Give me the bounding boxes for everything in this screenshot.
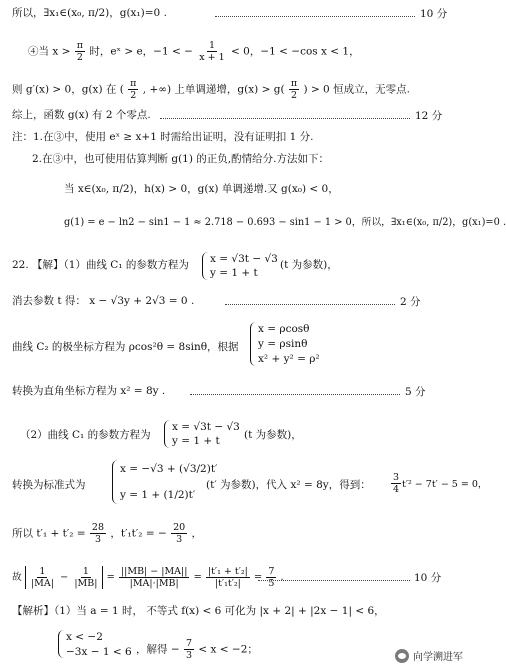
fraction (197, 40, 226, 63)
fraction (289, 78, 299, 101)
text-line: 综上，函数 g(x) 有 2 个零点. (12, 109, 151, 121)
equation-line: y = ρsinθ (258, 338, 308, 350)
fraction (72, 566, 99, 589)
text-line (12, 78, 410, 101)
equation-line: x = √3t − √3 (210, 253, 278, 265)
text-line: 【解析】（1）当 a = 1 时， 不等式 f(x) < 6 可化为 |x + 2| + |2x − 1| < 6， (12, 605, 385, 617)
fraction (171, 522, 187, 545)
watermark-text: 向学溯进军 (413, 652, 463, 663)
text-line: g(1) = e − ln2 − sin1 − 1 ≈ 2.718 − 0.693 − sin1 − 1 > 0，所以，∃x₁∈(x₀, π/2)，g(x₁)=0 . (64, 217, 506, 228)
numerator: π (130, 78, 137, 89)
numerator: |t′₁ + t′₂| (207, 566, 248, 577)
line-text: 所以 t′₁ + t′₂ = (12, 527, 89, 540)
text-line: （2）曲线 C₁ 的参数方程为 (20, 429, 151, 441)
numerator: π (76, 40, 83, 51)
numerator: 28 (91, 522, 105, 533)
text-line (390, 472, 402, 495)
denominator: 3 (176, 534, 183, 545)
line-text: 故 (12, 572, 22, 583)
fraction (75, 40, 85, 63)
denominator: 2 (76, 52, 83, 63)
text-line: (t 为参数)， (280, 259, 338, 271)
score-label: 2 分 (400, 296, 421, 308)
denominator: 3 (94, 534, 101, 545)
numerator: ||MB| − |MA|| (120, 566, 188, 577)
line-text: = (106, 572, 118, 583)
line-text: 22. 【解】（1）曲线 C₁ 的参数方程为 (12, 259, 189, 271)
text-line: (t′ 为参数)，代入 x² = 8y，得到： (206, 479, 371, 491)
denominator: x + 1 (199, 52, 225, 63)
text-line (12, 258, 189, 272)
text-line (12, 6, 167, 20)
denominator: 4 (393, 484, 400, 495)
numerator: π (290, 78, 298, 89)
numerator: 7 (268, 566, 275, 577)
text-line: 曲线 C₂ 的极坐标方程为 ρcos²θ = 8sinθ，根据 (12, 341, 239, 353)
watermark (395, 648, 463, 663)
line-text: ，解得 − (136, 643, 183, 656)
denominator: 2 (290, 90, 298, 101)
score-label: 12 分 (415, 110, 443, 122)
text-line: 当 x∈(x₀, π/2)，h(x) > 0，g(x) 单调递增.又 g(x₀) < 0， (64, 183, 339, 195)
text-line: 转换为标准式为 (12, 479, 86, 491)
system-brace (202, 252, 209, 280)
system-brace (112, 460, 119, 504)
score-label: 5 分 (405, 386, 426, 398)
denominator: |MA|·|MB| (129, 578, 179, 589)
denominator: 5 (268, 578, 275, 589)
denominator: |t′₁t′₂| (214, 578, 241, 589)
fraction (184, 638, 194, 661)
line-text: = (193, 572, 205, 583)
fraction (119, 566, 190, 589)
dot-leader (225, 304, 395, 305)
equation-line: −3x − 1 < 6 (66, 646, 132, 658)
line-text: 则 g′(x) > 0，g(x) 在 ( (12, 83, 124, 96)
denominator: 2 (130, 90, 137, 101)
dot-leader (190, 394, 400, 395)
denominator: |MA| (30, 578, 54, 589)
score-label: 10 分 (420, 8, 448, 20)
line-text: < x < −2； (198, 643, 258, 656)
fraction (90, 522, 106, 545)
system-brace (58, 630, 65, 658)
numerator: 7 (185, 638, 193, 649)
equation-line: x < −2 (66, 631, 103, 643)
fraction (206, 566, 250, 589)
equation-line: x² + y² = ρ² (258, 353, 320, 365)
numerator: 1 (39, 566, 46, 577)
equation-line: y = 1 + (1/2)t′ (120, 489, 196, 501)
dot-leader (258, 580, 410, 581)
numerator: 3 (393, 472, 400, 483)
numerator: 20 (173, 522, 186, 533)
numerator: 1 (82, 566, 89, 577)
dot-leader (160, 118, 410, 119)
equation-line: x = ρcosθ (258, 323, 310, 335)
line-text: ④当 x > (28, 45, 74, 58)
fraction (391, 472, 401, 495)
fraction (128, 78, 138, 101)
line-text: ，t′₁t′₂ = − (110, 527, 167, 540)
equation-line: y = 1 + t (210, 267, 258, 279)
wechat-icon (395, 649, 409, 663)
line-text: 时，eˣ > e，−1 < − (89, 45, 193, 58)
system-brace (250, 322, 257, 366)
numerator: 1 (208, 40, 215, 51)
equation-line: x = √3t − √3 (172, 421, 240, 433)
equation-line: y = 1 + t (172, 435, 220, 447)
line-text: , +∞) 上单调递增，g(x) > g( (142, 83, 285, 96)
line-text: < 0，−1 < −cos x < 1， (231, 45, 360, 58)
line-text: = (253, 572, 266, 583)
line-text: ) > 0 恒成立，无零点. (303, 83, 410, 96)
line-text: . (280, 572, 284, 583)
text-line: (t 为参数)， (244, 429, 302, 441)
fraction (29, 566, 56, 589)
line-text: ， (191, 527, 203, 540)
text-line (28, 40, 360, 63)
text-line: t′² − 7t′ − 5 = 0， (402, 479, 488, 490)
text-line (12, 566, 284, 589)
text-line: 消去参数 t 得： x − √3y + 2√3 = 0 . (12, 295, 195, 307)
text-line: 转换为直角坐标方程为 x² = 8y . (12, 385, 166, 397)
system-brace (164, 420, 171, 448)
absolute-value: $\frac{1}{|MA|}$ − $\frac{1}{|MB|}$ (25, 566, 104, 589)
score-label: 10 分 (414, 572, 442, 584)
dot-leader (215, 16, 415, 17)
text-line: 注：1.在③中，使用 eˣ ≥ x+1 时需给出证明，没有证明扣 1 分. (12, 131, 314, 143)
text-line (12, 522, 202, 545)
text-line: 2.在③中，也可使用估算判断 g(1) 的正负,酌情给分.方法如下： (32, 153, 329, 165)
line-text: 所以，∃x₁∈(x₀, π/2)，g(x₁)=0 . (12, 7, 167, 19)
denominator: |MB| (74, 578, 98, 589)
text-line (136, 638, 258, 661)
equation-line: x = −√3 + (√3/2)t′ (120, 463, 218, 475)
fraction (266, 566, 276, 589)
denominator: 3 (185, 650, 193, 661)
